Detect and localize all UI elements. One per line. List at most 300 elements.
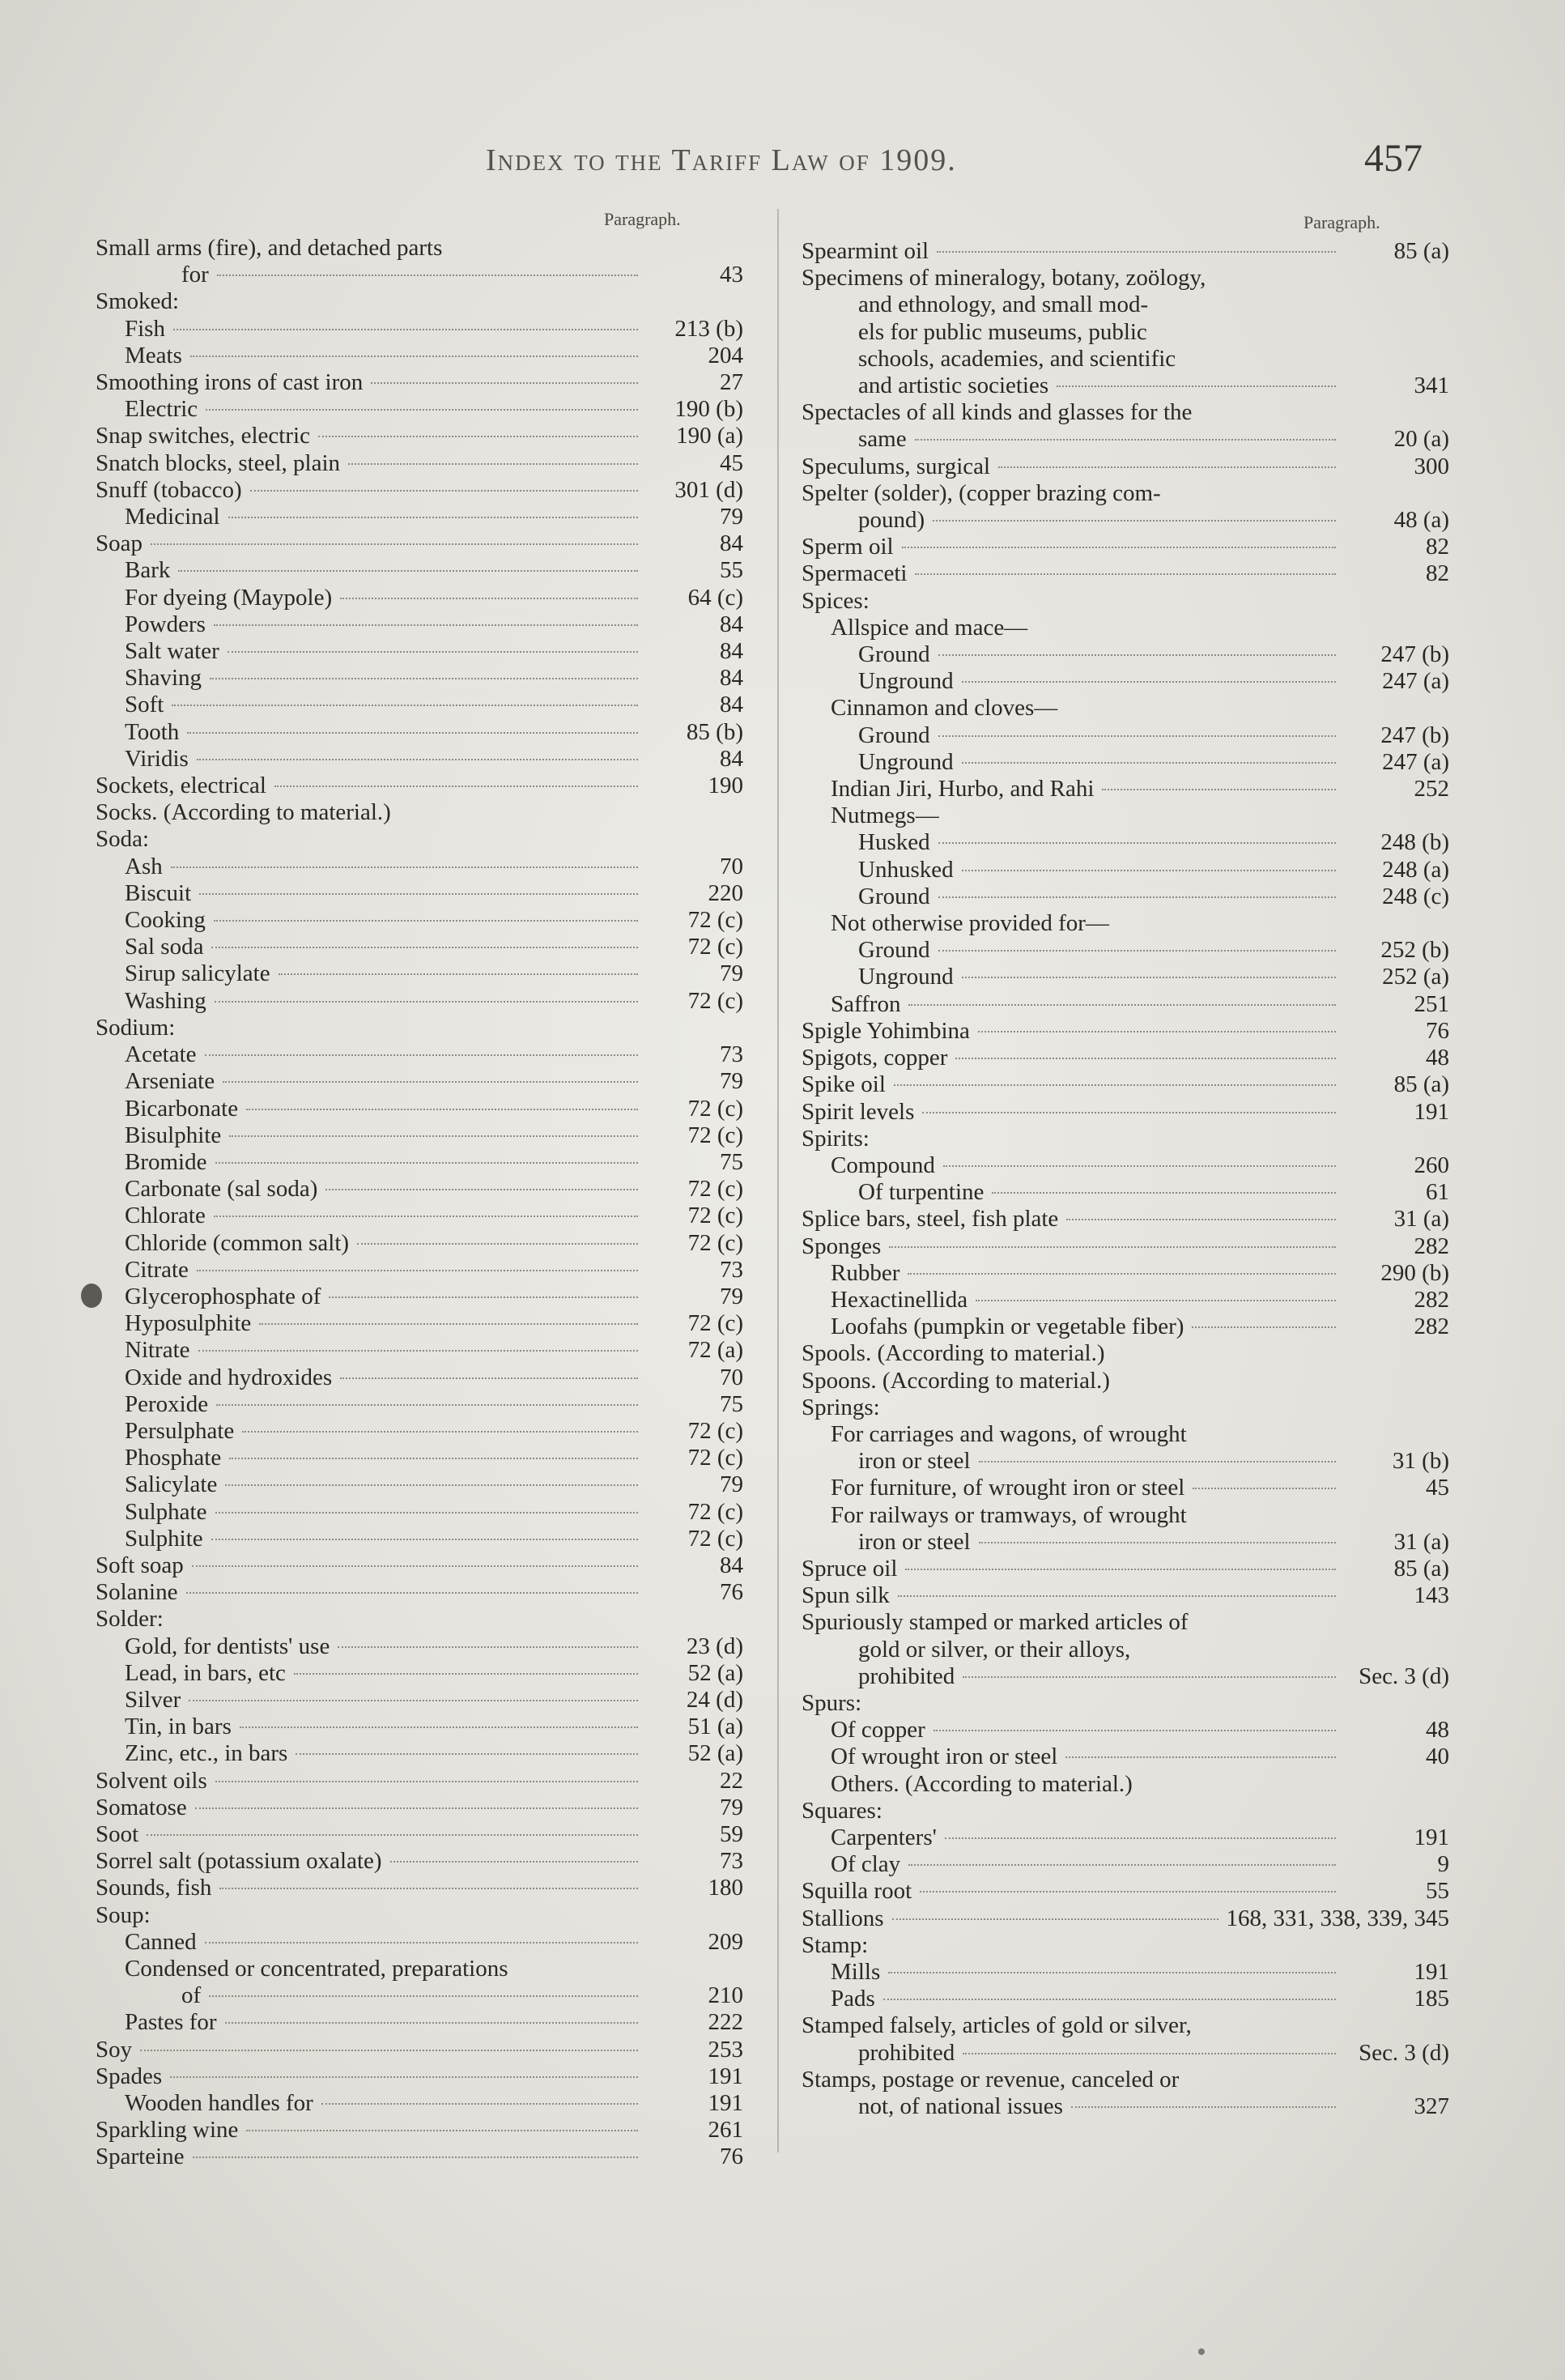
index-entry [96,1310,743,1337]
paragraph-reference: 190 [708,773,743,799]
index-entry [96,826,743,853]
dot-leader [279,973,638,975]
page-number: 457 [1364,137,1423,180]
entry-term: Squares: [802,1797,882,1824]
running-title: Index to the Tariff Law of 1909. [486,143,957,177]
entry-term: Others. (According to material.) [831,1770,1133,1797]
dot-leader [943,1165,1336,1167]
index-entry [802,1663,1449,1690]
index-entry [802,991,1449,1018]
index-entry [96,369,743,396]
paragraph-reference: 82 [1426,534,1449,560]
dot-leader [228,651,638,653]
entry-term: Soft soap [96,1552,184,1578]
entry-term: Ground [858,883,930,909]
entry-term: Pads [831,1986,875,2012]
index-entry [802,2067,1449,2093]
index-entry [802,695,1449,722]
index-entry [96,262,743,288]
paragraph-reference: 72 (c) [687,1122,743,1148]
dot-leader [937,251,1336,253]
paragraph-reference: 300 [1414,453,1449,479]
entry-term: Husked [858,829,930,856]
paragraph-reference: 59 [720,1820,743,1847]
paragraph-reference: 84 [720,530,743,557]
entry-term: gold or silver, or their alloys, [858,1636,1131,1663]
index-entry [96,235,743,262]
entry-term: Smoked: [96,288,180,315]
dot-leader [228,517,638,518]
dot-leader [883,1999,1336,2000]
dot-leader [340,598,638,599]
index-entry [802,883,1449,910]
dot-leader [225,1484,638,1486]
entry-term: Chloride (common salt) [125,1229,350,1256]
dot-leader [223,1081,638,1083]
dot-leader [908,1273,1336,1275]
index-entry [802,480,1449,507]
dot-leader [140,2050,638,2051]
paragraph-reference: 72 (c) [687,1445,743,1471]
index-entry [802,1448,1449,1475]
entry-term: Of clay [831,1851,901,1878]
entry-term: Acetate [125,1041,197,1068]
index-entry [96,2063,743,2090]
paragraph-reference: 85 (a) [1393,1555,1449,1582]
dot-leader [938,896,1336,898]
entry-term: Snuff (tobacco) [96,476,242,503]
dot-leader [1066,1219,1336,1220]
paragraph-reference: 282 [1414,1233,1449,1259]
index-entry [802,1798,1449,1824]
entry-term: Viridis [125,745,189,772]
dot-leader [205,1942,638,1944]
index-entry [802,1582,1449,1609]
dot-leader [173,329,638,330]
paragraph-reference: 23 (d) [686,1633,743,1659]
index-entry [802,1206,1449,1233]
paragraph-reference: 72 (c) [687,934,743,960]
dot-leader [905,1569,1336,1570]
entry-term: Soft [125,692,164,718]
paragraph-reference: 20 (a) [1393,426,1449,453]
entry-term: Chlorate [125,1203,206,1229]
paragraph-reference: 79 [720,1794,743,1820]
index-entry [96,1068,743,1095]
entry-term: Not otherwise provided for— [831,910,1109,937]
entry-term: pound) [858,507,925,534]
entry-term: For carriages and wagons, of wrought [831,1420,1187,1447]
entry-term: Sulphite [125,1525,203,1552]
entry-term: Tin, in bars [125,1714,232,1740]
entry-term: Lead, in bars, etc [125,1659,286,1686]
entry-term: Bark [125,557,171,584]
paragraph-reference: 209 [708,1928,743,1955]
dot-leader [348,463,638,465]
paragraph-reference: 72 (a) [687,1337,743,1364]
entry-term: Spike oil [802,1071,886,1098]
paragraph-reference: 222 [708,2009,743,2036]
entry-term: Compound [831,1152,935,1178]
index-entry [802,1986,1449,2012]
dot-leader [216,1404,638,1406]
index-entry [96,880,743,907]
index-entry [802,238,1449,265]
paragraph-reference: 75 [720,1390,743,1417]
entry-term: not, of national issues [858,2093,1063,2120]
paragraph-reference: 72 (c) [687,1095,743,1122]
paragraph-reference: 72 (c) [687,1525,743,1552]
index-entry [802,857,1449,883]
dot-leader [998,466,1336,468]
entry-term: Carpenters' [831,1824,937,1850]
entry-term: Ground [858,937,930,964]
entry-term: Silver [125,1686,181,1713]
index-entry [802,1179,1449,1206]
paragraph-reference: 48 (a) [1393,507,1449,534]
index-entries [802,238,1449,2120]
entry-term: prohibited [858,1663,955,1689]
index-entry [802,1368,1449,1394]
entry-term: Stamps, postage or revenue, canceled or [802,2066,1180,2093]
entry-term: Sparteine [96,2144,185,2170]
entry-term: Spurs: [802,1689,862,1716]
dot-leader [979,1461,1336,1462]
index-entry [96,450,743,477]
dot-leader [962,870,1336,871]
dot-leader [246,2130,638,2131]
dot-leader [933,520,1336,522]
index-entry [96,1768,743,1795]
dot-leader [938,735,1336,737]
paragraph-reference: 79 [720,504,743,530]
paragraph-reference: 73 [720,1848,743,1875]
index-entry [802,292,1449,318]
index-entry [96,1337,743,1364]
entry-term: Bromide [125,1148,207,1175]
paragraph-reference: 84 [720,1552,743,1578]
index-entry [802,373,1449,399]
dot-leader [215,1001,638,1003]
index-entry [96,1821,743,1848]
index-entry [802,1099,1449,1126]
entry-term: Small arms (fire), and detached parts [96,235,443,261]
index-entry [802,1717,1449,1743]
paragraph-reference: 72 (c) [687,987,743,1014]
paragraph-reference: 70 [720,1364,743,1390]
entry-term: Powders [125,611,206,637]
paragraph-reference: 52 (a) [687,1659,743,1686]
dot-leader [187,732,638,734]
paragraph-reference: 253 [708,2036,743,2063]
index-entry [802,1260,1449,1287]
index-entry [802,803,1449,829]
index-entry [802,1421,1449,1448]
index-entry [802,910,1449,937]
index-entry [96,1552,743,1579]
dot-leader [933,1730,1336,1731]
dot-leader [189,1700,638,1701]
paragraph-heading: Paragraph. [1303,212,1380,232]
entry-term: Squilla root [802,1878,912,1905]
entry-term: Splice bars, steel, fish plate [802,1206,1059,1233]
paragraph-reference: 341 [1414,373,1449,399]
dot-leader [229,1135,638,1137]
entry-term: schools, academies, and scientific [858,345,1176,372]
index-entry [96,343,743,369]
paragraph-reference: 210 [708,1982,743,2009]
entry-term: Biscuit [125,879,192,906]
index-entry [802,1905,1449,1932]
entry-term: Spades [96,2063,163,2089]
index-entry [802,1959,1449,1986]
paragraph-reference: 180 [708,1875,743,1901]
index-entry [802,1690,1449,1717]
index-entry [802,1394,1449,1421]
paragraph-reference: 43 [720,262,743,288]
dot-leader [151,543,638,545]
index-entry [96,988,743,1015]
dot-leader [945,1837,1336,1839]
index-entry [96,2090,743,2117]
dot-leader [938,654,1336,656]
paragraph-reference: 248 (b) [1380,829,1449,856]
entry-term: Sounds, fish [96,1875,212,1901]
entry-term: Salt water [125,638,219,665]
entry-term: Bisulphite [125,1122,222,1148]
paragraph-reference: 52 (a) [687,1740,743,1767]
entry-term: Spectacles of all kinds and glasses for the [802,399,1193,426]
index-entry [802,2040,1449,2067]
index-entry [802,1637,1449,1663]
dot-leader [371,382,638,384]
dot-leader [357,1243,638,1245]
index-entry [96,746,743,773]
entry-term: Stamped falsely, articles of gold or silver, [802,2012,1192,2039]
entry-term: Citrate [125,1256,189,1283]
entry-term: For furniture, of wrought iron or steel [831,1475,1185,1501]
index-entry [96,423,743,449]
entry-term: Oxide and hydroxides [125,1364,333,1390]
paragraph-heading: Paragraph. [604,209,681,229]
entry-term: Soot [96,1820,139,1847]
dot-leader [190,356,638,357]
entry-term: Glycerophosphate of [125,1283,321,1309]
entry-term: Spirit levels [802,1098,915,1125]
index-entry [96,2037,743,2063]
entry-term: Nutmegs— [831,803,939,829]
index-entry [802,1045,1449,1071]
paragraph-reference: 64 (c) [687,584,743,611]
index-entry [802,937,1449,964]
paragraph-reference: 301 (d) [674,476,743,503]
entry-term: Spices: [802,587,870,614]
ink-speck [1198,2348,1205,2355]
paragraph-reference: 51 (a) [687,1714,743,1740]
index-entry [802,1313,1449,1340]
index-entry [96,1875,743,1901]
entry-term: Solanine [96,1579,178,1606]
dot-leader [920,1891,1336,1893]
index-entry [802,641,1449,668]
paragraph-reference: Sec. 3 (d) [1359,2039,1449,2066]
entry-term: for [181,262,209,288]
entry-term: Of wrought iron or steel [831,1743,1058,1770]
entry-term: Nitrate [125,1337,190,1364]
index-entry [96,316,743,343]
index-entry [802,265,1449,292]
entry-term: Sperm oil [802,534,894,560]
dot-leader [229,1458,638,1459]
index-entry [802,2012,1449,2039]
paragraph-reference: 76 [1426,1017,1449,1044]
index-entry [96,1445,743,1471]
index-entry [802,1824,1449,1851]
entry-term: Spools. (According to material.) [802,1340,1105,1367]
entry-term: Meats [125,342,182,368]
paragraph-reference: 84 [720,692,743,718]
paragraph-reference: 76 [720,1579,743,1606]
index-entry [96,1365,743,1391]
dot-leader [962,977,1336,978]
paragraph-reference: 282 [1414,1286,1449,1313]
dot-leader [242,1431,638,1433]
entry-term: For dyeing (Maypole) [125,584,333,611]
paragraph-reference: 72 (c) [687,1310,743,1337]
paragraph-reference: 84 [720,611,743,637]
entry-term: Stamp: [802,1931,869,1958]
dot-leader [938,842,1336,844]
index-entry [96,1660,743,1687]
index-entry [96,1391,743,1418]
dot-leader [209,1995,638,1997]
index-entry [96,2009,743,2036]
dot-leader [250,490,638,492]
paragraph-reference: 252 (b) [1380,937,1449,964]
entry-term: Somatose [96,1794,187,1820]
paragraph-reference: 84 [720,665,743,692]
dot-leader [197,759,638,760]
index-entry [96,1203,743,1229]
dot-leader [329,1296,638,1298]
index-entry [96,1041,743,1068]
entry-term: Gold, for dentists' use [125,1633,330,1659]
paragraph-reference: 251 [1414,990,1449,1017]
entry-term: Condensed or concentrated, preparations [125,1956,508,1982]
paragraph-reference: 213 (b) [674,315,743,342]
dot-leader [1192,1326,1336,1328]
paragraph-reference: 76 [720,2144,743,2170]
entry-term: Unground [858,964,954,990]
paragraph-reference: 48 [1426,1717,1449,1743]
index-entry [802,776,1449,803]
dot-leader [199,893,638,895]
index-entry [802,507,1449,534]
entry-term: same [858,426,907,453]
paragraph-reference: 191 [708,2090,743,2117]
index-entry [802,1851,1449,1878]
index-entry [96,1526,743,1552]
entry-term: Soup: [96,1901,151,1928]
index-entry [802,534,1449,560]
paragraph-reference: 248 (c) [1382,883,1449,909]
dot-leader [198,1350,638,1352]
index-entry [802,426,1449,453]
index-entry [96,665,743,692]
entry-term: Sparkling wine [96,2117,239,2144]
dot-leader [214,920,638,922]
dot-leader [246,1109,638,1110]
entry-term: Cooking [125,907,206,934]
index-entries [96,235,743,2171]
paragraph-reference: 79 [720,1068,743,1095]
index-entry [96,692,743,718]
entry-term: Fish [125,315,165,342]
dot-leader [294,1673,638,1675]
index-entry [96,960,743,987]
entry-term: Washing [125,987,206,1014]
index-entry [802,1878,1449,1905]
entry-term: Sorrel salt (potassium oxalate) [96,1848,382,1875]
index-entry [802,1529,1449,1556]
index-entry [96,585,743,611]
dot-leader [206,409,638,411]
index-entry [802,1233,1449,1260]
paragraph-reference: 31 (a) [1393,1528,1449,1555]
dot-leader [211,1539,638,1540]
index-entry [96,1015,743,1041]
entry-term: Specimens of mineralogy, botany, zoölogy, [802,265,1206,292]
index-entry [802,668,1449,695]
dot-leader [915,573,1336,575]
entry-term: Spigots, copper [802,1045,948,1071]
index-entry [802,1018,1449,1045]
index-entry [802,1502,1449,1529]
paragraph-reference: 85 (b) [686,718,743,745]
entry-term: Stallions [802,1905,884,1931]
entry-term: Bicarbonate [125,1095,239,1122]
index-entry [96,1230,743,1257]
entry-term: Unground [858,748,954,775]
dot-leader [963,1676,1336,1678]
entry-term: els for public museums, public [858,318,1147,345]
entry-term: Saffron [831,990,901,1017]
dot-leader [1065,1756,1336,1758]
column-divider [777,209,779,2152]
entry-term: Solder: [96,1606,164,1633]
entry-term: Ground [858,722,930,748]
index-entry [96,1633,743,1660]
paragraph-reference: 261 [708,2117,743,2144]
entry-term: Spoons. (According to material.) [802,1367,1110,1394]
right-index-column [802,212,1449,2120]
dot-leader [898,1595,1336,1597]
paragraph-reference: 247 (b) [1380,722,1449,748]
paragraph-reference: 204 [708,342,743,368]
index-entry [96,2144,743,2170]
index-entry [802,2093,1449,2120]
paragraph-reference: 260 [1414,1152,1449,1178]
entry-term: Spelter (solder), (copper brazing com- [802,479,1161,506]
entry-term: Spearmint oil [802,238,929,264]
index-entry [96,1606,743,1633]
index-entry [802,1475,1449,1501]
index-entry [96,504,743,530]
entry-term: Spun silk [802,1582,890,1609]
index-entry [96,1902,743,1929]
entry-term: Soy [96,2036,133,2063]
entry-term: Springs: [802,1394,880,1420]
